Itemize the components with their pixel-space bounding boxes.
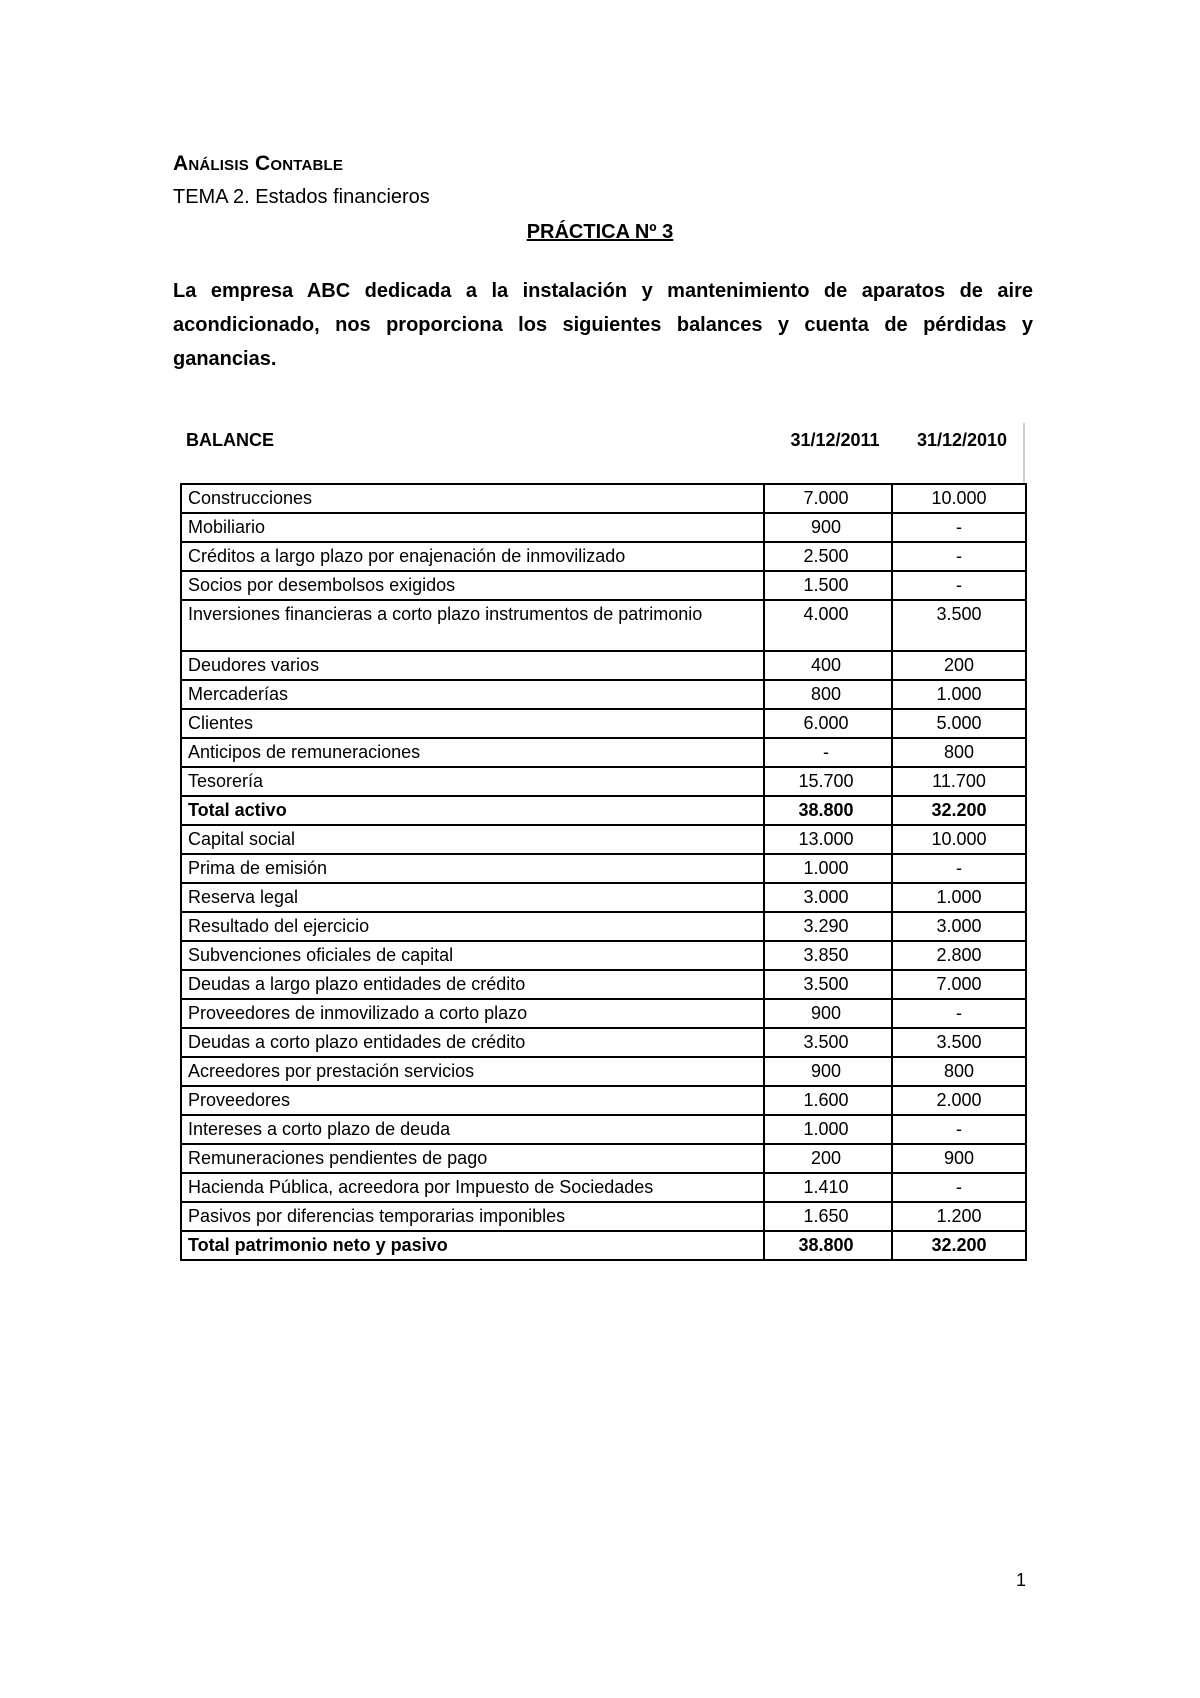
value-2010: 3.500 <box>892 1028 1026 1057</box>
balance-title: BALANCE <box>186 430 274 450</box>
value-2011: 3.500 <box>764 970 892 999</box>
value-2010: - <box>892 1173 1026 1202</box>
value-2011: - <box>764 738 892 767</box>
table-row <box>181 1086 1026 1115</box>
value-2010: - <box>892 542 1026 571</box>
value-2010: 10.000 <box>892 484 1026 513</box>
table-row <box>181 883 1026 912</box>
row-label: Subvenciones oficiales de capital <box>181 941 764 970</box>
table-row <box>181 1028 1026 1057</box>
row-label: Deudas a largo plazo entidades de crédito <box>181 970 764 999</box>
intro-paragraph: La empresa ABC dedicada a la instalación y mantenimiento de aparatos de aire acondicionado, nos proporciona los siguientes balances y cuenta de pérdidas y ganancias. <box>173 280 1033 370</box>
column-header-2010: 31/12/2010 <box>916 430 1008 450</box>
row-label: Resultado del ejercicio <box>181 912 764 941</box>
row-label: Pasivos por diferencias temporarias imponibles <box>181 1202 764 1231</box>
table-row <box>181 1115 1026 1144</box>
value-2011: 3.500 <box>764 1028 892 1057</box>
value-2010: 900 <box>892 1144 1026 1173</box>
row-label: Total patrimonio neto y pasivo <box>181 1231 764 1260</box>
table-row <box>181 1202 1026 1231</box>
table-row <box>181 970 1026 999</box>
value-2010: 3.500 <box>892 600 1026 651</box>
value-2010: - <box>892 854 1026 883</box>
value-2011: 1.000 <box>764 1115 892 1144</box>
value-2010: 800 <box>892 1057 1026 1086</box>
balance-table <box>180 483 1027 1261</box>
table-row <box>181 709 1026 738</box>
value-2011: 900 <box>764 999 892 1028</box>
value-2011: 900 <box>764 513 892 542</box>
value-2010: 10.000 <box>892 825 1026 854</box>
table-row <box>181 571 1026 600</box>
table-row <box>181 542 1026 571</box>
value-2010: - <box>892 1115 1026 1144</box>
total-row <box>181 796 1026 825</box>
value-2011: 7.000 <box>764 484 892 513</box>
value-2011: 38.800 <box>764 1231 892 1260</box>
value-2011: 200 <box>764 1144 892 1173</box>
table-row <box>181 1144 1026 1173</box>
value-2010: 7.000 <box>892 970 1026 999</box>
table-row <box>181 651 1026 680</box>
value-2011: 400 <box>764 651 892 680</box>
row-label: Mercaderías <box>181 680 764 709</box>
topic-heading: TEMA 2. Estados financieros <box>173 186 430 208</box>
value-2011: 2.500 <box>764 542 892 571</box>
value-2010: 2.800 <box>892 941 1026 970</box>
table-row <box>181 999 1026 1028</box>
row-label: Socios por desembolsos exigidos <box>181 571 764 600</box>
header-divider <box>1023 423 1025 483</box>
table-row <box>181 854 1026 883</box>
value-2011: 6.000 <box>764 709 892 738</box>
row-label: Clientes <box>181 709 764 738</box>
row-label: Mobiliario <box>181 513 764 542</box>
value-2011: 800 <box>764 680 892 709</box>
value-2010: 1.200 <box>892 1202 1026 1231</box>
value-2010: 11.700 <box>892 767 1026 796</box>
row-label: Construcciones <box>181 484 764 513</box>
row-label: Deudas a corto plazo entidades de crédito <box>181 1028 764 1057</box>
value-2010: - <box>892 571 1026 600</box>
table-row <box>181 767 1026 796</box>
value-2011: 1.650 <box>764 1202 892 1231</box>
value-2011: 900 <box>764 1057 892 1086</box>
table-row <box>181 1057 1026 1086</box>
value-2011: 1.410 <box>764 1173 892 1202</box>
value-2011: 3.000 <box>764 883 892 912</box>
value-2011: 13.000 <box>764 825 892 854</box>
table-row <box>181 825 1026 854</box>
row-label: Proveedores de inmovilizado a corto plazo <box>181 999 764 1028</box>
value-2011: 1.600 <box>764 1086 892 1115</box>
value-2010: 5.000 <box>892 709 1026 738</box>
row-label: Tesorería <box>181 767 764 796</box>
row-label: Créditos a largo plazo por enajenación de inmovilizado <box>181 542 764 571</box>
value-2010: 32.200 <box>892 1231 1026 1260</box>
value-2010: - <box>892 513 1026 542</box>
table-row <box>181 941 1026 970</box>
value-2010: 3.000 <box>892 912 1026 941</box>
value-2010: 32.200 <box>892 796 1026 825</box>
value-2010: 200 <box>892 651 1026 680</box>
value-2010: - <box>892 999 1026 1028</box>
total-row <box>181 1231 1026 1260</box>
row-label: Hacienda Pública, acreedora por Impuesto de Sociedades <box>181 1173 764 1202</box>
row-label: Remuneraciones pendientes de pago <box>181 1144 764 1173</box>
row-label: Deudores varios <box>181 651 764 680</box>
row-label: Intereses a corto plazo de deuda <box>181 1115 764 1144</box>
value-2011: 3.850 <box>764 941 892 970</box>
table-row <box>181 738 1026 767</box>
value-2011: 1.500 <box>764 571 892 600</box>
value-2010: 1.000 <box>892 883 1026 912</box>
table-row <box>181 484 1026 513</box>
row-label: Proveedores <box>181 1086 764 1115</box>
row-label: Anticipos de remuneraciones <box>181 738 764 767</box>
column-header-2011: 31/12/2011 <box>790 430 880 450</box>
row-label: Inversiones financieras a corto plazo instrumentos de patrimonio <box>181 600 764 651</box>
row-label: Reserva legal <box>181 883 764 912</box>
value-2011: 3.290 <box>764 912 892 941</box>
table-row <box>181 912 1026 941</box>
table-row <box>181 600 1026 651</box>
row-label: Total activo <box>181 796 764 825</box>
practice-title: PRÁCTICA Nº 3 <box>526 221 674 243</box>
table-row <box>181 1173 1026 1202</box>
value-2010: 2.000 <box>892 1086 1026 1115</box>
value-2010: 1.000 <box>892 680 1026 709</box>
balance-header <box>180 420 1020 480</box>
row-label: Capital social <box>181 825 764 854</box>
page-number: 1 <box>1016 1570 1027 1590</box>
value-2010: 800 <box>892 738 1026 767</box>
table-row <box>181 513 1026 542</box>
value-2011: 4.000 <box>764 600 892 651</box>
row-label: Prima de emisión <box>181 854 764 883</box>
value-2011: 15.700 <box>764 767 892 796</box>
course-title: Análisis Contable <box>173 152 344 175</box>
value-2011: 38.800 <box>764 796 892 825</box>
row-label: Acreedores por prestación servicios <box>181 1057 764 1086</box>
table-row <box>181 680 1026 709</box>
value-2011: 1.000 <box>764 854 892 883</box>
